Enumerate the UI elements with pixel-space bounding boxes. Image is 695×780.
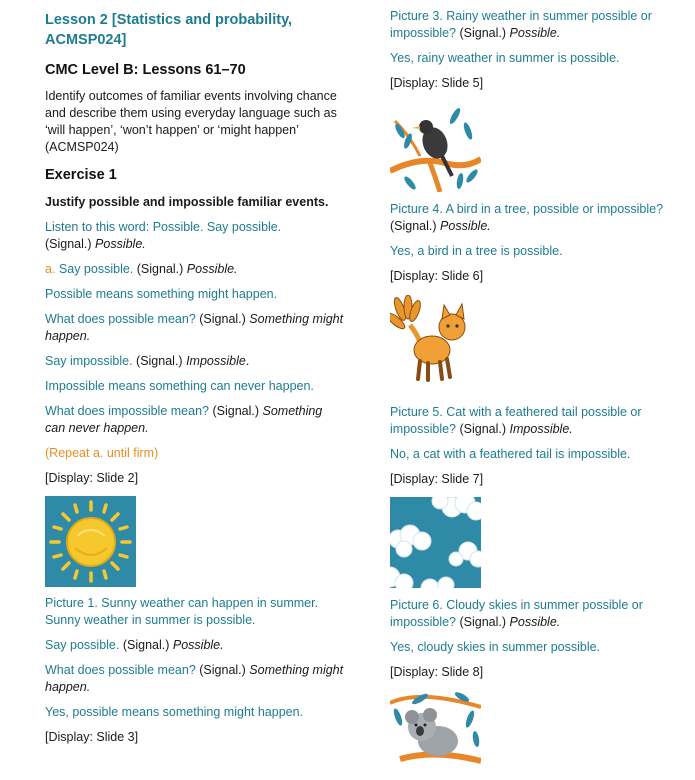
teacher-script: Picture 3. Rainy weather in summer possible or impossible?	[390, 9, 652, 40]
display-slide-6: [Display: Slide 6]	[390, 269, 484, 283]
teacher-script: Listen to this word: Possible. Say possible.	[45, 220, 282, 234]
feathered-cat-picture	[390, 295, 470, 385]
step-a-line	[45, 261, 345, 278]
teacher-script: Picture 5. Cat with a feathered tail possible or impossible?	[390, 405, 642, 436]
student-response: Possible.	[186, 262, 238, 276]
display-slide-3: [Display: Slide 3]	[45, 730, 139, 744]
signal-label: (Signal.)	[390, 219, 437, 233]
listen-line	[45, 219, 345, 253]
student-response: Possible.	[172, 638, 224, 652]
teacher-script: Say possible.	[45, 638, 120, 652]
impossible-means-line: Impossible means something can never happen.	[45, 379, 314, 393]
signal-label: (Signal.)	[136, 354, 183, 368]
what-possible-line-2	[45, 662, 345, 696]
picture-6-caption	[390, 597, 690, 631]
teacher-script: What does impossible mean?	[45, 404, 209, 418]
signal-label: (Signal.)	[459, 422, 507, 436]
picture-1-caption: Picture 1. Sunny weather can happen in summer. Sunny weather in summer is possible.	[45, 596, 319, 627]
student-response: Possible.	[440, 219, 491, 233]
say-possible-line	[45, 637, 345, 654]
teacher-script: Picture 6. Cloudy skies in summer possible or impossible?	[390, 598, 643, 629]
student-response: Possible.	[509, 615, 561, 629]
what-impossible-line	[45, 403, 345, 437]
lesson-description: Identify outcomes of familiar events involving chance and describe them using everyday language such as ‘will happen’, ‘won’t happen’ or ‘might happen’ (ACMSP024)	[45, 89, 337, 154]
possible-means-line: Possible means something might happen.	[45, 287, 278, 301]
no-cat-line: No, a cat with a feathered tail is impossible.	[390, 447, 631, 461]
left-column	[45, 0, 345, 746]
yes-bird-line: Yes, a bird in a tree is possible.	[390, 244, 563, 258]
signal-label: (Signal.)	[212, 404, 260, 418]
teacher-script: Picture 4. A bird in a tree, possible or impossible?	[390, 202, 664, 216]
koala-picture	[390, 689, 481, 780]
signal-label: (Signal.)	[199, 312, 246, 326]
yes-rainy-line: Yes, rainy weather in summer is possible.	[390, 51, 620, 65]
student-response: Impossible	[186, 354, 246, 368]
signal-label: (Signal.)	[459, 26, 507, 40]
display-slide-8: [Display: Slide 8]	[390, 665, 484, 679]
sun-picture	[45, 496, 136, 587]
student-response: Something can never happen.	[45, 404, 323, 435]
display-slide-7: [Display: Slide 7]	[390, 472, 484, 486]
picture-4-caption	[390, 201, 690, 235]
student-response: Possible.	[509, 26, 561, 40]
display-slide-5: [Display: Slide 5]	[390, 76, 484, 90]
signal-label: (Signal.)	[459, 615, 507, 629]
cloudy-sky-picture	[390, 497, 481, 588]
bird-in-tree-picture	[390, 101, 481, 192]
lesson-title: Lesson 2 [Statistics and probability, ACMSP024]	[45, 12, 293, 48]
say-impossible-line: Say impossible. (Signal.) Impossible.	[45, 354, 250, 368]
display-slide-2: [Display: Slide 2]	[45, 471, 139, 485]
student-response: Something might happen.	[45, 312, 344, 343]
yes-possible-means-line: Yes, possible means something might happen.	[45, 705, 304, 719]
signal-label: (Signal.)	[122, 638, 170, 652]
picture-5-caption	[390, 404, 690, 438]
signal-label: (Signal.)	[199, 663, 246, 677]
repeat-instruction: (Repeat a. until firm)	[45, 446, 159, 460]
exercise-instruction: Justify possible and impossible familiar events.	[45, 195, 329, 209]
teacher-script: Say possible.	[58, 262, 134, 276]
teacher-script: Say impossible.	[45, 354, 133, 368]
student-response: Possible.	[95, 237, 146, 251]
yes-cloudy-line: Yes, cloudy skies in summer possible.	[390, 640, 601, 654]
level-title: CMC Level B: Lessons 61–70	[45, 62, 246, 78]
step-a-label: a.	[45, 262, 56, 276]
student-response: Something might happen.	[45, 663, 344, 694]
what-possible-line	[45, 311, 345, 345]
exercise-heading: Exercise 1	[45, 167, 117, 183]
signal-label: (Signal.)	[136, 262, 184, 276]
right-column	[390, 0, 690, 780]
picture-3-caption	[390, 8, 690, 42]
teacher-script: What does possible mean?	[45, 663, 196, 677]
teacher-script: What does possible mean?	[45, 312, 196, 326]
student-response: Impossible.	[509, 422, 573, 436]
signal-label: (Signal.)	[45, 237, 92, 251]
